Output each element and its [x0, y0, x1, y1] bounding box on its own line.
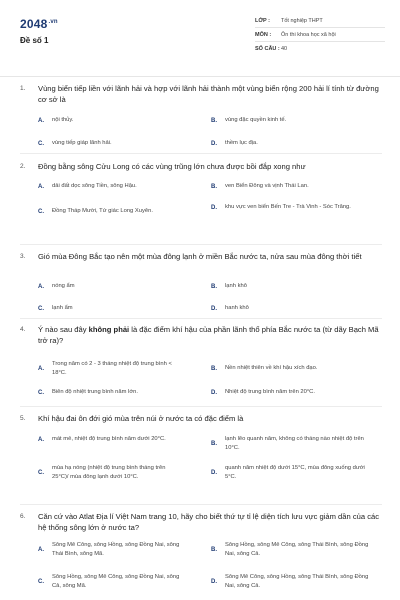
option-c[interactable]: [38, 207, 198, 216]
question-number: 4.: [20, 326, 26, 333]
option-letter: C.: [38, 140, 44, 147]
option-letter: A.: [38, 183, 44, 190]
meta-key: SỐ CÂU :: [255, 46, 280, 52]
option-letter: A.: [38, 283, 44, 290]
meta-value: Ôn thi khoa học xã hội: [281, 31, 336, 38]
question-text: Vùng biển tiếp liền với lãnh hải và hợp với lãnh hải thành một vùng biển rộng 200 hải lí tính từ đường cơ sở là: [38, 84, 379, 104]
meta-value: 40: [281, 46, 288, 52]
option-text: Nền nhiệt thiên về khí hậu xích đạo.: [225, 365, 318, 371]
option-text: dải đất dọc sông Tiền, sông Hậu.: [52, 183, 137, 189]
option-text: thềm lục địa.: [225, 140, 258, 146]
option-letter: D.: [211, 305, 217, 312]
option-c[interactable]: [38, 464, 198, 482]
option-a[interactable]: [38, 541, 198, 559]
exam-title: Đề số 1: [20, 36, 49, 45]
option-text: mùa hạ nóng (nhiệt độ trung bình tháng trên 25°C)/ mùa đông lạnh dưới 10°C.: [52, 465, 166, 480]
option-text: lạnh khô: [225, 283, 247, 289]
site-logo[interactable]: [20, 17, 58, 31]
question-text: Căn cứ vào Atlat Địa lí Việt Nam trang 10, hãy cho biết thứ tự tỉ lệ diện tích lưu vực giảm dần của các hệ thống sông lớn ở nước ta?: [38, 512, 380, 532]
option-d[interactable]: [211, 203, 381, 212]
option-c[interactable]: [38, 573, 198, 591]
question-text-emphasis: không phải: [88, 325, 130, 334]
option-text: ven Biển Đông và vịnh Thái Lan.: [225, 183, 309, 189]
option-text: nóng ẩm: [52, 283, 75, 289]
question-number: 3.: [20, 253, 26, 260]
option-text: Sông Mê Công, sông Hồng, sông Thái Bình, sông Đồng Nai, sông Cả.: [225, 574, 369, 589]
option-d[interactable]: [211, 304, 381, 313]
option-d[interactable]: [211, 573, 381, 591]
header-divider: [0, 76, 400, 77]
option-text: lạnh lẽo quanh năm, không có tháng nào nhiệt độ trên 10°C.: [225, 436, 364, 451]
option-letter: C.: [38, 389, 44, 396]
option-text: vùng tiếp giáp lãnh hải.: [52, 140, 112, 146]
option-letter: D.: [211, 470, 217, 476]
question-text-part: Ý nào sau đây: [38, 325, 89, 334]
option-letter: A.: [38, 366, 44, 372]
option-text: khu vực ven biển Bến Tre - Trà Vinh - Sóc Trăng.: [225, 204, 351, 210]
option-letter: C.: [38, 579, 44, 585]
option-b[interactable]: [211, 364, 381, 373]
question-separator: [20, 318, 382, 319]
option-a[interactable]: [38, 182, 198, 191]
option-letter: B.: [211, 183, 217, 190]
question-text: Gió mùa Đông Bắc tạo nên một mùa đông lạnh ở miền Bắc nước ta, nửa sau mùa đông thời tiết: [38, 252, 362, 261]
option-a[interactable]: [38, 360, 198, 378]
logo-text: 2048: [20, 17, 48, 31]
option-text: Sông Mê Công, sông Hồng, sông Đồng Nai, sông Thái Bình, sông Mã.: [52, 542, 180, 557]
header: [0, 0, 400, 80]
option-letter: A.: [38, 436, 44, 443]
option-text: nội thủy.: [52, 117, 74, 123]
option-c[interactable]: [38, 139, 198, 148]
option-a[interactable]: [38, 435, 198, 444]
question-separator: [20, 153, 382, 154]
option-text: Sông Hồng, sông Mê Công, sông Đồng Nai, sông Cả, sông Mã.: [52, 574, 180, 589]
option-letter: A.: [38, 117, 44, 124]
option-text: Đồng Tháp Mười, Tứ giác Long Xuyên.: [52, 208, 153, 214]
option-text: hanh khô: [225, 305, 249, 311]
option-b[interactable]: [211, 116, 381, 125]
option-text: Sông Hồng, sông Mê Công, sông Thái Bình, sông Đồng Nai, sông Cả.: [225, 542, 369, 557]
option-letter: A.: [38, 547, 44, 553]
option-a[interactable]: [38, 282, 198, 291]
meta-row-count: [255, 42, 385, 56]
option-a[interactable]: [38, 116, 198, 125]
logo-suffix: .vn: [48, 19, 58, 25]
option-b[interactable]: [211, 435, 381, 453]
option-letter: C.: [38, 470, 44, 476]
option-letter: B.: [211, 365, 217, 372]
option-text: Trong năm có 2 - 3 tháng nhiệt độ trung bình < 18°C.: [52, 361, 172, 376]
exam-meta: [255, 14, 385, 56]
option-d[interactable]: [211, 464, 381, 482]
option-letter: B.: [211, 117, 217, 124]
option-letter: D.: [211, 389, 217, 396]
option-letter: D.: [211, 204, 217, 211]
meta-row-subject: [255, 28, 385, 42]
option-d[interactable]: [211, 388, 381, 397]
option-text: mát mẻ, nhiệt độ trung bình năm dưới 20°C.: [52, 436, 166, 442]
option-c[interactable]: [38, 304, 198, 313]
question-text-part: là đặc điểm khí hậu của phần lãnh thổ phía Bắc nước ta (từ dãy Bạch Mã trở ra)?: [38, 325, 379, 345]
option-text: lạnh ẩm: [52, 305, 73, 311]
option-letter: C.: [38, 208, 44, 215]
option-c[interactable]: [38, 388, 198, 397]
meta-row-class: [255, 14, 385, 28]
question-number: 1.: [20, 85, 26, 92]
option-letter: D.: [211, 579, 217, 585]
question-text: [38, 324, 383, 346]
option-text: Biên độ nhiệt trung bình năm lớn.: [52, 389, 138, 395]
meta-value: Tốt nghiệp THPT: [281, 17, 323, 24]
option-letter: C.: [38, 305, 44, 312]
option-d[interactable]: [211, 139, 381, 148]
option-b[interactable]: [211, 282, 381, 291]
question-number: 6.: [20, 513, 26, 520]
question-separator: [20, 406, 382, 407]
meta-key: MÔN :: [255, 31, 272, 38]
option-text: vùng đặc quyền kinh tế.: [225, 117, 287, 123]
option-text: Nhiệt độ trung bình năm trên 20°C.: [225, 389, 315, 395]
option-letter: B.: [211, 283, 217, 290]
option-b[interactable]: [211, 541, 381, 559]
question-separator: [20, 504, 382, 505]
question-text: Khí hậu đai ôn đới gió mùa trên núi ở nước ta có đặc điểm là: [38, 414, 244, 423]
question-text: Đồng bằng sông Cửu Long có các vùng trũng lớn chưa được bồi đắp xong như: [38, 162, 306, 171]
option-letter: B.: [211, 441, 217, 447]
question-number: 2.: [20, 163, 26, 170]
option-text: quanh năm nhiệt độ dưới 15°C, mùa đông xuống dưới 5°C.: [225, 465, 365, 480]
option-b[interactable]: [211, 182, 381, 191]
question-number: 5.: [20, 415, 26, 422]
option-letter: B.: [211, 547, 217, 553]
question-separator: [20, 244, 382, 245]
meta-key: LỚP :: [255, 17, 270, 24]
option-letter: D.: [211, 140, 217, 147]
